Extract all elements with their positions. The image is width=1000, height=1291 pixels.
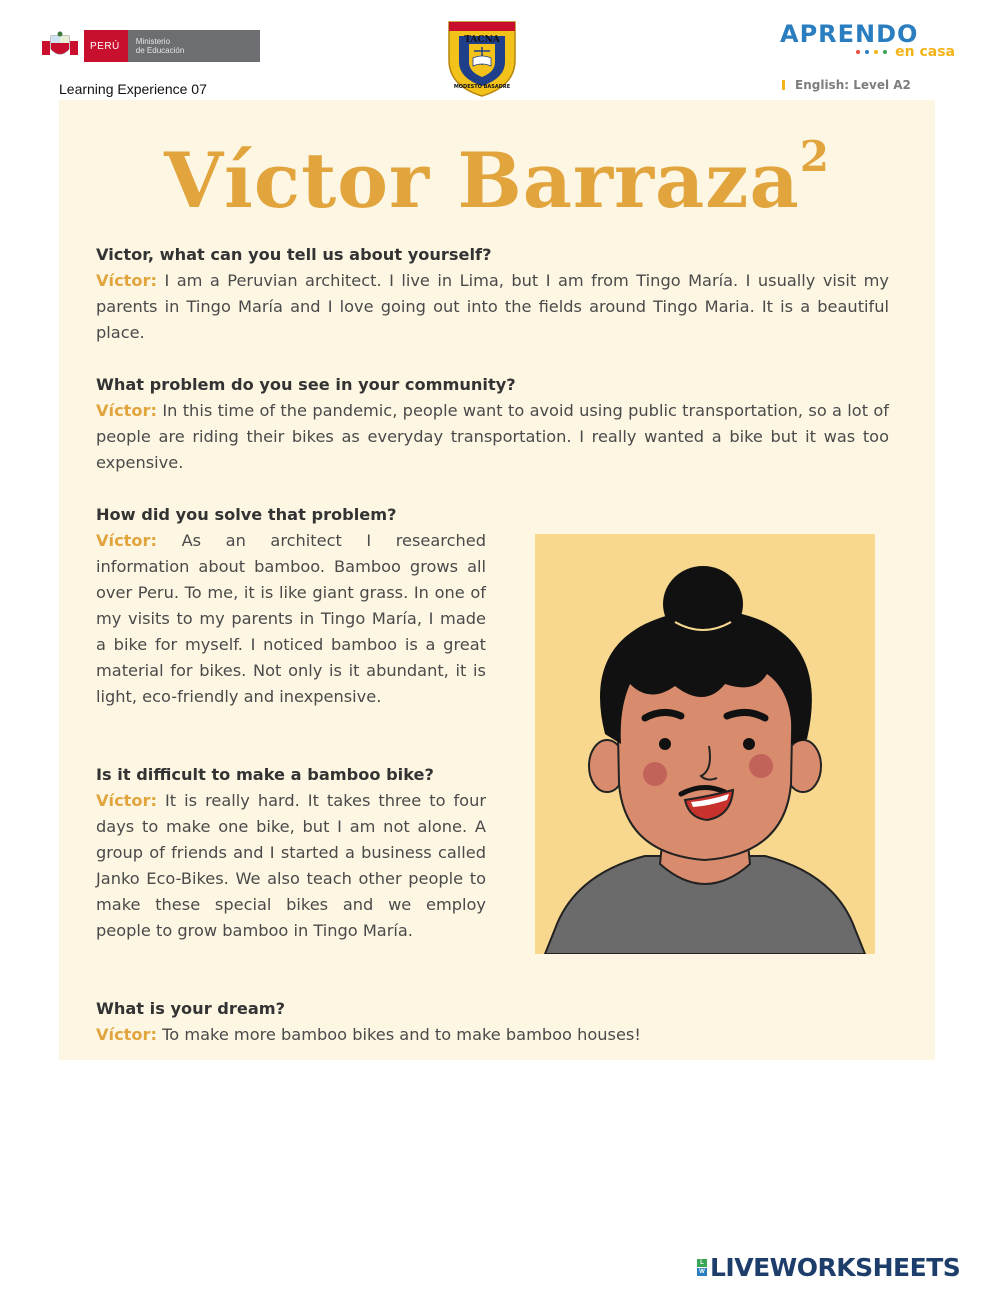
dots-icon [856, 50, 887, 54]
victor-portrait-illustration [535, 534, 875, 954]
title-superscript: 2 [799, 132, 830, 181]
aprendo-en-casa-logo [780, 22, 955, 60]
ministry-line-1: Ministerio [135, 37, 171, 46]
qa-block-1 [96, 242, 889, 346]
answer-1: I am a Peruvian architect. I live in Lima, but I am from Tingo María. I usually visit my parents in Tingo María and I love going out into the fields around Tingo Maria. It is a beautiful place. [96, 271, 890, 342]
question-3: How did you solve that problem? [96, 505, 397, 524]
ministry-label [128, 30, 260, 62]
ministry-logo [42, 30, 260, 62]
answer-3: As an architect I researched information about bamboo. Bamboo grows all over Peru. To me, it is like giant grass. In one of my visits to my parents in Tingo María, I made a bike for myself. I noticed bamboo is a great material for bikes. Not only is it abundant, it is light, eco-friendly and inexpensive. [96, 531, 486, 706]
level-label [782, 78, 911, 92]
badge-letter-l: L [697, 1259, 707, 1267]
peru-label: PERÚ [84, 30, 128, 62]
question-4: Is it difficult to make a bamboo bike? [96, 765, 434, 784]
speaker-label: Víctor: [96, 271, 157, 290]
question-5: What is your dream? [96, 999, 286, 1018]
school-bottom-text: MODESTO BASADRE [453, 84, 511, 90]
badge-letter-w: W [697, 1268, 707, 1276]
title-text: Víctor Barraza [164, 136, 800, 225]
lw-badge-icon [697, 1259, 707, 1276]
liveworksheets-logo [697, 1253, 960, 1282]
question-2: What problem do you see in your community? [96, 375, 516, 394]
answer-5: To make more bamboo bikes and to make bamboo houses! [162, 1025, 641, 1044]
qa-block-4 [96, 762, 486, 944]
aprendo-title: APRENDO [780, 20, 919, 48]
article-card [59, 100, 935, 1060]
qa-block-3 [96, 502, 486, 710]
peru-crest-icon [42, 31, 78, 61]
article-title [59, 132, 935, 225]
question-1: Victor, what can you tell us about yourself? [96, 245, 492, 264]
experience-label: Learning Experience 07 [59, 81, 207, 97]
answer-4: It is really hard. It takes three to four days to make one bike, but I am not alone. A group of friends and I started a business called Janko Eco-Bikes. We also teach other people to make these special bikes and we employ people to grow bamboo in Tingo María. [96, 791, 486, 940]
answer-2: In this time of the pandemic, people want to avoid using public transportation, so a lot of people are riding their bikes as everyday transportation. I really wanted a bike but it was too expensive. [96, 401, 889, 472]
speaker-label: Víctor: [96, 531, 157, 550]
level-text: English: Level A2 [795, 78, 911, 92]
school-top-text: TACNA [464, 35, 500, 45]
level-bar-icon [782, 80, 785, 90]
aprendo-subtitle: en casa [895, 44, 955, 60]
ministry-line-2: de Educación [135, 46, 185, 55]
qa-block-5 [96, 996, 889, 1048]
speaker-label: Víctor: [96, 401, 157, 420]
qa-block-2 [96, 372, 889, 476]
speaker-label: Víctor: [96, 1025, 157, 1044]
school-shield-logo [443, 20, 521, 98]
liveworksheets-brand: LIVEWORKSHEETS [710, 1253, 961, 1282]
speaker-label: Víctor: [96, 791, 157, 810]
